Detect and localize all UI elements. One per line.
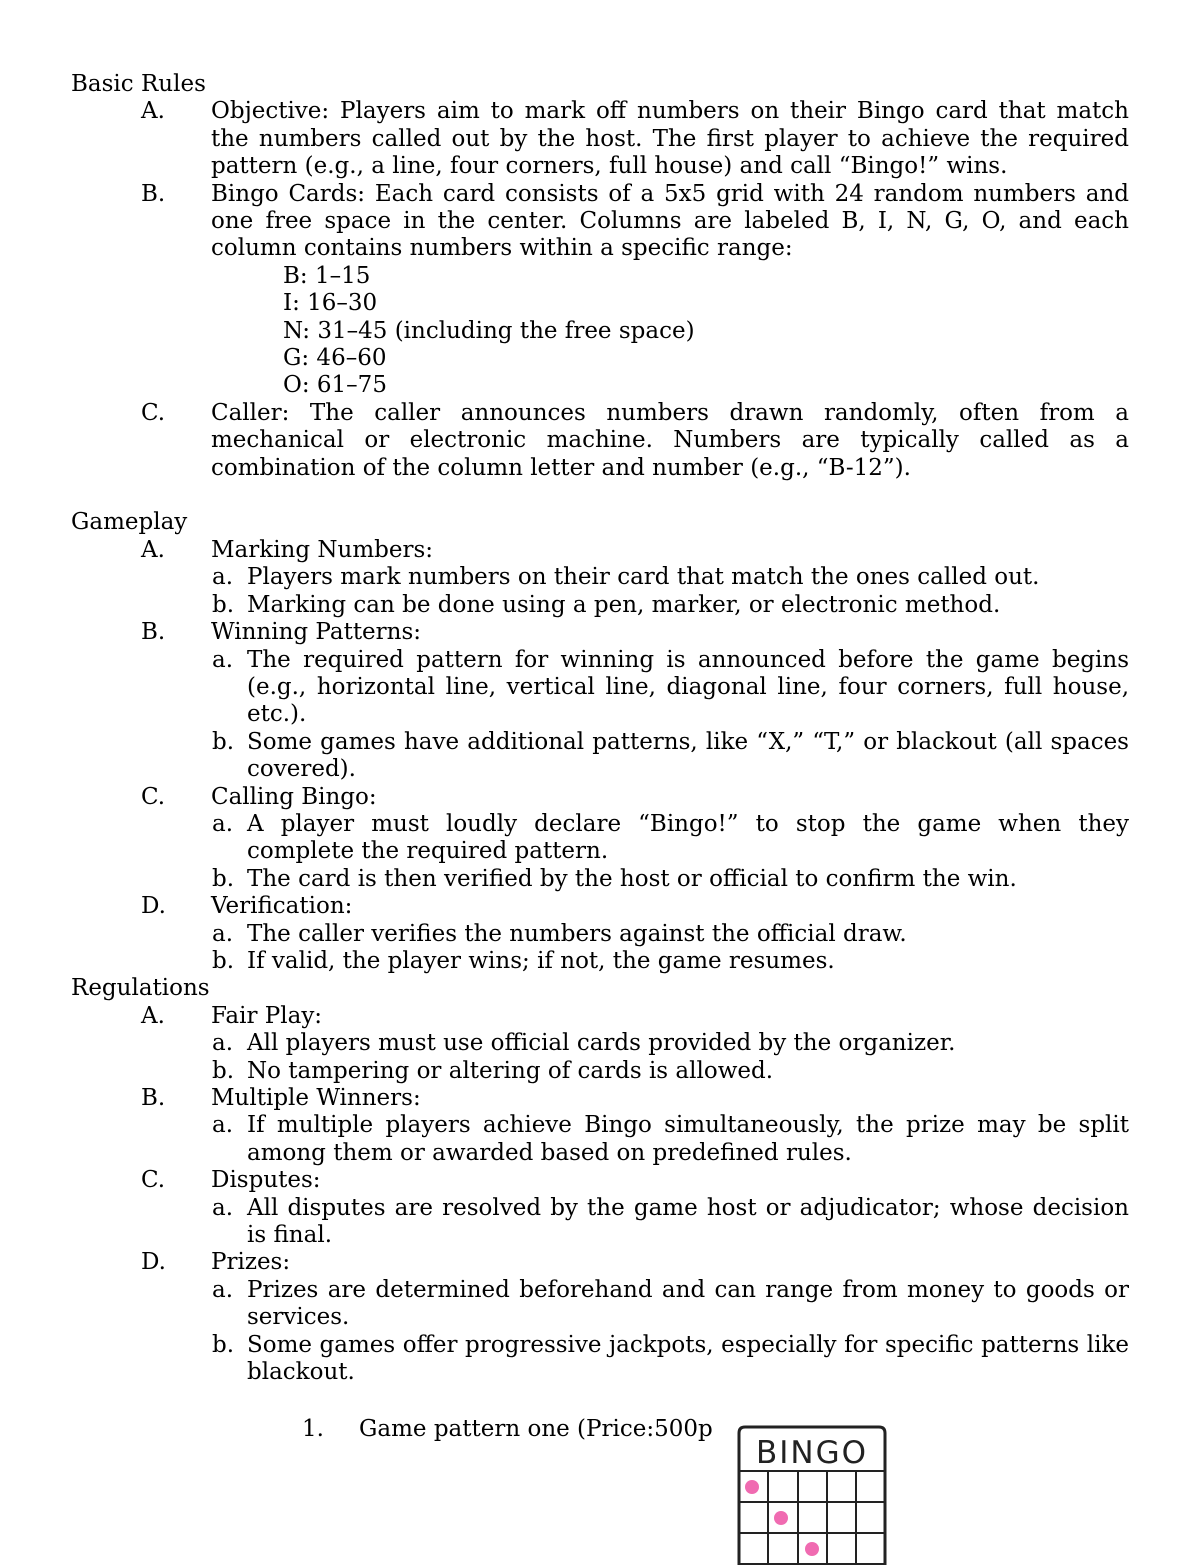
sub-label: b. — [212, 1057, 235, 1084]
regulations-item-d — [71, 1249, 1129, 1276]
marked-dot — [745, 1480, 759, 1494]
card-header: BINGO — [755, 1435, 869, 1471]
item-letter: D. — [141, 893, 166, 920]
sub-item — [71, 729, 1129, 784]
sub-label: a. — [212, 1194, 234, 1221]
sub-text: Some games have additional patterns, like “X,” “T,” or blackout (all spaces covered). — [247, 728, 1129, 783]
regulations-item-c — [71, 1167, 1129, 1194]
item-heading: Marking Numbers: — [211, 536, 434, 563]
sub-item — [71, 592, 1129, 619]
item-text: Objective: Players aim to mark off numbers on their Bingo card that match the numbers called out by the host. The first player to achieve the required pattern (e.g., a line, four corners, full house) and call “Bingo!” wins. — [211, 98, 1129, 180]
section-gameplay — [71, 509, 1129, 975]
sub-text: All players must use official cards provided by the organizer. — [247, 1030, 956, 1057]
sub-item — [71, 647, 1129, 729]
sub-label: b. — [212, 1331, 235, 1358]
sub-text: All disputes are resolved by the game host or adjudicator; whose decision is final. — [247, 1194, 1129, 1249]
section-title-basic-rules: Basic Rules — [71, 71, 206, 97]
sub-item — [71, 866, 1129, 893]
sub-text: Prizes are determined beforehand and can range from money to goods or services. — [247, 1276, 1129, 1331]
item-letter: B. — [141, 180, 166, 207]
regulations-item-a — [71, 1003, 1129, 1030]
item-heading: Multiple Winners: — [211, 1085, 421, 1112]
sub-text: No tampering or altering of cards is allowed. — [247, 1057, 774, 1084]
section-title-gameplay: Gameplay — [71, 509, 188, 536]
basic-rules-item-b — [71, 181, 1129, 263]
sub-label: a. — [212, 1030, 234, 1057]
basic-rules-item-c — [71, 400, 1129, 482]
item-heading: Winning Patterns: — [211, 619, 422, 646]
item-heading: Disputes: — [211, 1167, 321, 1194]
sub-label: a. — [212, 1276, 234, 1303]
sub-label: b. — [212, 591, 235, 618]
sub-item — [71, 564, 1129, 591]
item-letter: C. — [141, 1167, 166, 1194]
sub-label: a. — [212, 810, 234, 837]
sub-item — [71, 1030, 1129, 1057]
section-title-regulations: Regulations — [71, 975, 210, 1002]
sub-item — [71, 811, 1129, 866]
range-o: O: 61–75 — [283, 372, 387, 399]
gameplay-item-d — [71, 893, 1129, 920]
item-heading: Fair Play: — [211, 1002, 323, 1029]
sub-text: The card is then verified by the host or official to confirm the win. — [247, 865, 1017, 892]
marked-dot — [805, 1542, 819, 1556]
sub-label: a. — [212, 920, 234, 947]
gameplay-item-a — [71, 537, 1129, 564]
section-basic-rules — [71, 71, 1129, 482]
range-b: B: 1–15 — [283, 262, 371, 289]
section-regulations — [71, 975, 1129, 1386]
sub-text: Marking can be done using a pen, marker, or electronic method. — [247, 591, 1001, 618]
sub-item — [71, 1058, 1129, 1085]
sub-label: b. — [212, 947, 235, 974]
marked-dot — [774, 1511, 788, 1525]
sub-text: If multiple players achieve Bingo simultaneously, the prize may be split among them or awarded based on predefined rules. — [247, 1112, 1129, 1166]
basic-rules-item-a — [71, 98, 1129, 180]
sub-item — [71, 1112, 1129, 1167]
sub-label: b. — [212, 865, 235, 892]
spacer — [71, 482, 1129, 509]
sub-item — [71, 1277, 1129, 1332]
item-heading: Verification: — [211, 893, 353, 920]
sub-text: The required pattern for winning is announced before the game begins (e.g., horizontal line, vertical line, diagonal line, four corners, full house, etc.). — [247, 646, 1129, 728]
range-n: N: 31–45 (including the free space) — [283, 317, 695, 344]
game-pattern-item — [302, 1416, 716, 1444]
gameplay-item-c — [71, 784, 1129, 811]
item-text: Caller: The caller announces numbers drawn randomly, often from a mechanical or electronic machine. Numbers are typically called as a combination of the column letter and number (e.g., “B-12”). — [211, 399, 1129, 481]
item-letter: B. — [141, 1085, 166, 1112]
item-letter: C. — [141, 399, 166, 426]
item-heading: Calling Bingo: — [211, 783, 377, 810]
range-i: I: 16–30 — [283, 290, 378, 317]
range-g: G: 46–60 — [283, 345, 387, 372]
item-letter: C. — [141, 783, 166, 810]
sub-label: a. — [212, 564, 234, 591]
sub-label: a. — [212, 1112, 234, 1139]
item-letter: D. — [141, 1249, 166, 1276]
document-page — [71, 71, 1129, 1386]
sub-text: A player must loudly declare “Bingo!” to stop the game when they complete the required pattern. — [247, 810, 1129, 865]
sub-label: a. — [212, 646, 234, 673]
sub-item — [71, 921, 1129, 948]
sub-text: If valid, the player wins; if not, the game resumes. — [247, 947, 835, 974]
pattern-text: Game pattern one (Price:500p — [359, 1416, 713, 1442]
sub-item — [71, 948, 1129, 975]
item-letter: A. — [141, 536, 165, 563]
sub-text: The caller verifies the numbers against the official draw. — [247, 920, 907, 947]
item-heading: Prizes: — [211, 1249, 291, 1276]
sub-text: Some games offer progressive jackpots, especially for specific patterns like blackout. — [247, 1331, 1129, 1386]
regulations-item-b — [71, 1085, 1129, 1112]
sub-text: Players mark numbers on their card that match the ones called out. — [247, 564, 1040, 591]
item-letter: A. — [141, 98, 165, 125]
gameplay-item-b — [71, 619, 1129, 646]
bingo-card-image — [733, 1425, 891, 1565]
sub-item — [71, 1195, 1129, 1250]
pattern-number: 1. — [302, 1416, 324, 1442]
item-letter: A. — [141, 1002, 165, 1029]
item-text: Bingo Cards: Each card consists of a 5x5 grid with 24 random numbers and one free space in the center. Columns are labeled B, I, N, G, O, and each column contains numbers within a specific range: — [211, 180, 1129, 262]
sub-label: b. — [212, 728, 235, 755]
item-letter: B. — [141, 619, 166, 646]
sub-item — [71, 1332, 1129, 1387]
